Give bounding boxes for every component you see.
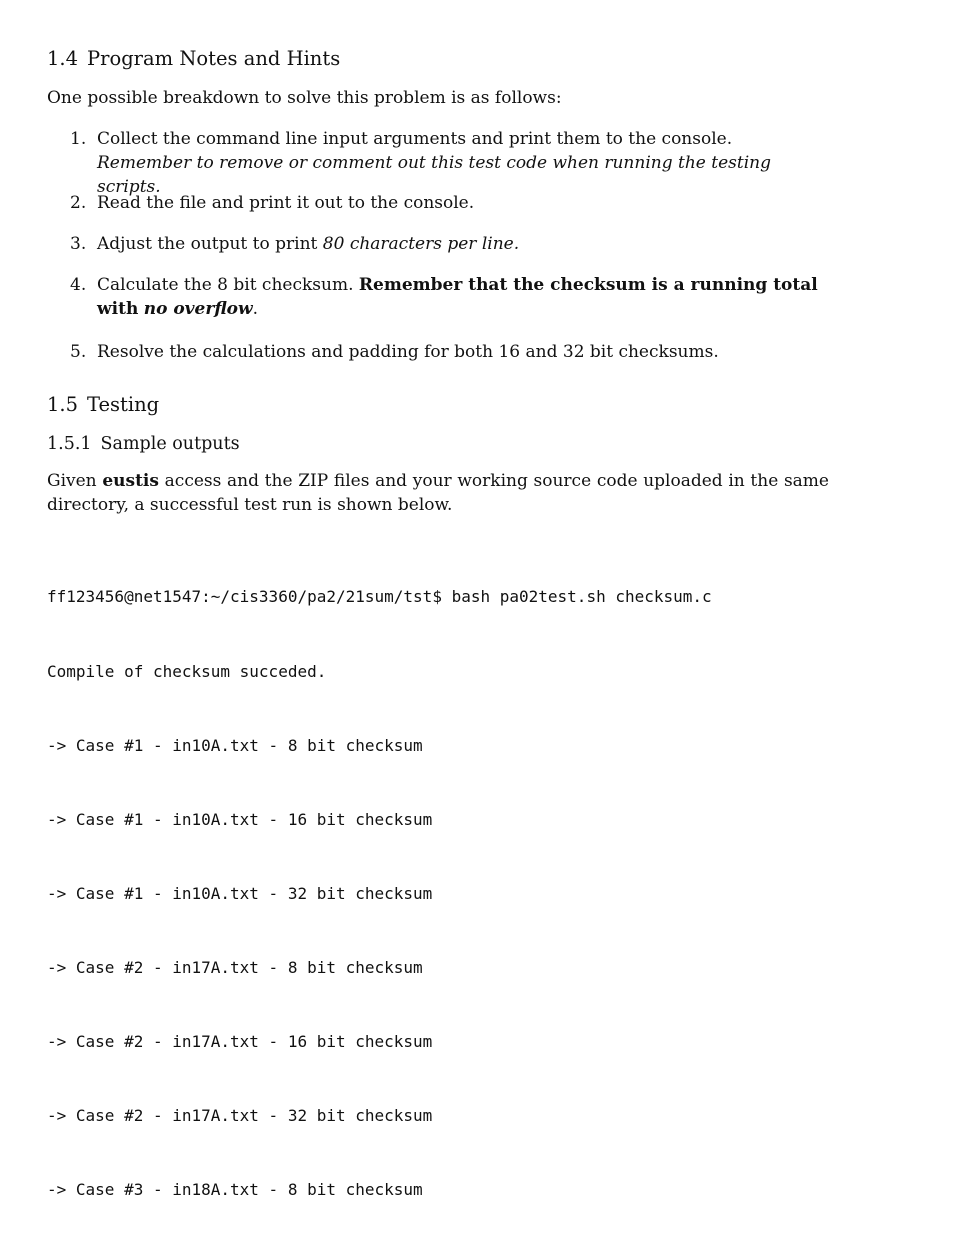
step-text: Resolve the calculations and padding for both 16 and 32 bit checksums. xyxy=(97,342,719,362)
intro-paragraph: One possible breakdown to solve this problem is as follows: xyxy=(47,88,562,108)
para-rest: access and the ZIP files and your working source code uploaded in the same directory, a successful test run is shown below. xyxy=(47,471,829,515)
para-prefix: Given xyxy=(47,471,97,491)
subsection-heading-1-5-1 xyxy=(47,433,240,455)
testing-paragraph xyxy=(47,469,829,517)
step-text: Calculate the 8 bit checksum. xyxy=(97,275,354,295)
list-item-step-1 xyxy=(47,127,829,199)
terminal-line: -> Case #1 - in10A.txt - 32 bit checksum xyxy=(47,883,433,903)
terminal-line: -> Case #3 - in18A.txt - 8 bit checksum xyxy=(47,1180,423,1200)
step-end-punctuation: . xyxy=(252,299,259,319)
list-item-step-2 xyxy=(47,191,829,215)
step-note-italic: 80 characters per line. xyxy=(322,234,520,254)
step-bold-note: Remember that the checksum is a running total with xyxy=(97,275,818,319)
terminal-line: ff123456@net1547:~/cis3360/pa2/21sum/tst$ bash pa02test.sh checksum.c xyxy=(47,587,712,607)
step-text: Collect the command line input arguments and print them to the console. xyxy=(97,129,733,149)
section-title: Program Notes and Hints xyxy=(87,47,341,70)
terminal-line: -> Case #2 - in17A.txt - 32 bit checksum xyxy=(47,1106,433,1126)
step-text: Read the file and print it out to the console. xyxy=(97,193,475,213)
section-heading-1-4 xyxy=(47,47,340,71)
terminal-output xyxy=(47,536,712,1252)
terminal-line: -> Case #2 - in17A.txt - 16 bit checksum xyxy=(47,1031,433,1051)
terminal-line: -> Case #2 - in17A.txt - 8 bit checksum xyxy=(47,957,423,977)
terminal-line: Compile of checksum succeded. xyxy=(47,661,327,681)
step-bold-italic-note: no overflow xyxy=(143,299,253,319)
list-item-step-3 xyxy=(47,232,829,256)
subsection-title: Sample outputs xyxy=(100,434,240,454)
list-marker: 2. xyxy=(70,193,87,213)
section-heading-1-5 xyxy=(47,393,159,417)
list-item-step-5 xyxy=(47,340,829,364)
terminal-line: -> Case #1 - in10A.txt - 16 bit checksum xyxy=(47,809,433,829)
step-text: Adjust the output to print xyxy=(97,234,318,254)
list-marker: 3. xyxy=(70,234,87,254)
list-marker: 1. xyxy=(70,129,87,149)
subsection-number: 1.5.1 xyxy=(47,434,92,454)
terminal-line: -> Case #1 - in10A.txt - 8 bit checksum xyxy=(47,735,423,755)
list-marker: 5. xyxy=(70,342,87,362)
step-note-italic: Remember to remove or comment out this test code when running the testing scripts. xyxy=(97,153,771,197)
section-number: 1.5 xyxy=(47,393,79,416)
list-marker: 4. xyxy=(70,275,87,295)
list-item-step-4 xyxy=(47,273,829,321)
para-bold-server: eustis xyxy=(102,471,159,491)
section-number: 1.4 xyxy=(47,47,79,70)
section-title: Testing xyxy=(87,393,160,416)
